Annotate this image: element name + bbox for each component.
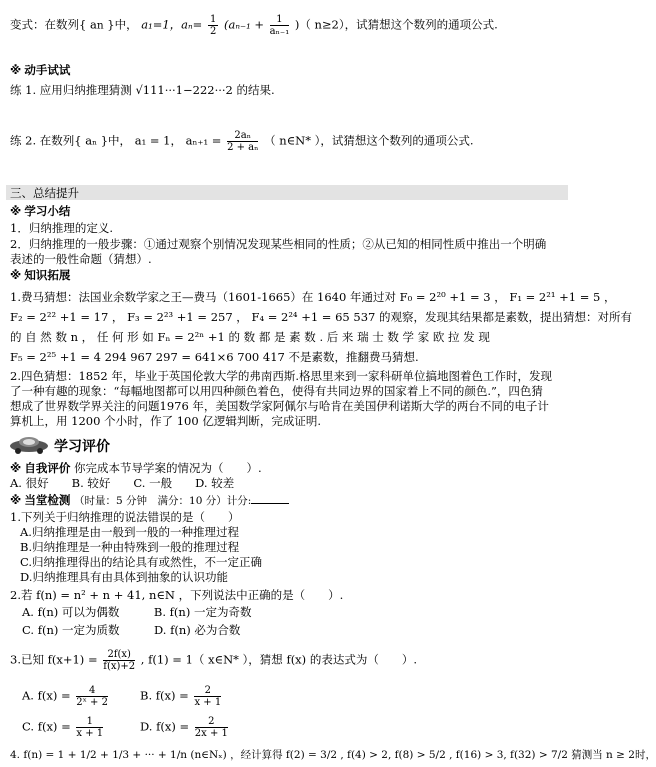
self-eval-question: 你完成本节导学案的情况为（ ）. — [74, 461, 262, 475]
intro-tail: )（ n≥2），试猜想这个数列的通项公式. — [294, 17, 498, 32]
q1-d: D.归纳推理具有由具体到抽象的认识功能 — [20, 570, 228, 584]
q2-frac: $\frac{\text{2aₙ}}{\text{2 + aₙ}}$ — [227, 130, 259, 153]
fourcolor-a: 2.四色猜想：1852 年，毕业于英国伦敦大学的弗南西斯.格思里来到一家科研单位搞地图着色工作时，发现 — [10, 369, 553, 383]
q3-option-d: D. f(x) = $\frac{2}{2x + 1}$ — [140, 716, 228, 739]
fermat-c: 的 自 然 数 n ， 任 何 形 如 Fₙ = 2²ⁿ +1 的 数 都 是 素 数 . 后 来 瑞 士 数 学 家 欧 拉 发 现 — [10, 330, 490, 344]
intro-frac2: $\frac{1}{\text{aₙ₋₁}}$ — [269, 14, 290, 37]
q3-post: , f(1) = 1（ x∈N* ），猜想 f(x) 的表达式为（ ）. — [140, 652, 417, 667]
summary-p2a: 2．归纳推理的一般步骤：①通过观察个别情况发现某些相同的性质；②从已知的相同性质中推出一个明确 — [10, 237, 547, 251]
practice-q1: 练 1. 应用归纳推理猜测 √111···1−222···2 的结果. — [10, 83, 275, 97]
fourcolor-b: 了一种有趣的现象：“每幅地图都可以用四种颜色着色，使得有共同边界的国家着上不同的颜色.”，四色猜 — [10, 384, 543, 398]
summary-p1: 1．归纳推理的定义. — [10, 221, 113, 235]
practice-q2 — [10, 130, 474, 153]
q1: 1.下列关于归纳推理的说法错误的是（ ） — [10, 510, 240, 524]
intro-frac: $\frac{1}{2}$ — [209, 14, 217, 37]
test-line — [10, 493, 289, 508]
score-blank — [251, 503, 289, 504]
q2: 2.若 f(n) = n² + n + 41, n∈N ，下列说法中正确的是（ ）. — [10, 588, 344, 602]
self-eval-line — [10, 461, 262, 476]
q2-pre: 练 2. 在数列{ aₙ }中， a₁ = 1， aₙ₊₁ = — [10, 133, 222, 148]
summary-heading: ※ 学习小结 — [10, 206, 71, 218]
self-eval-heading: ※ 自我评价 — [10, 463, 71, 475]
q2-ab: A. f(n) 可以为偶数 B. f(n) 一定为奇数 — [22, 605, 252, 619]
q3-option-b: B. f(x) = $\frac{2}{x + 1}$ — [140, 685, 222, 708]
fourcolor-d: 算机上，用 1200 个小时，作了 100 亿逻辑判断，完成证明. — [10, 414, 321, 428]
q3-option-c: C. f(x) = $\frac{1}{x + 1}$ — [22, 716, 104, 739]
section-band — [6, 185, 568, 200]
intro-mid: }中， — [103, 17, 138, 32]
fermat-d: F₅ = 2²⁵ +1 = 4 294 967 297 = 641×6 700 417 不是素数，推翻费马猜想. — [10, 350, 419, 364]
intro-label: 变式：在数列{ a — [10, 17, 97, 32]
fermat-a: 1.费马猜想：法国业余数学家之王—费马（1601-1665）在 1640 年通过对 F₀ = 2²⁰ +1 = 3 ， F₁ = 2²¹ +1 = 5 ， — [10, 290, 616, 304]
q1-b: B.归纳推理是一种由特殊到一般的推理过程 — [20, 540, 240, 554]
evaluation-title: 学习评价 — [54, 438, 110, 454]
q3 — [10, 649, 417, 672]
knowledge-heading: ※ 知识拓展 — [10, 270, 71, 282]
q4: 4. f(n) = 1 + 1/2 + 1/3 + ··· + 1/n (n∈Nₓ) ，经计算得 f(2) = 3/2 , f(4) > 2, f(8) > 5/2 , f(16) > 3, f(32) > 7/2 猜测当 n ≥ 2时， — [10, 749, 656, 761]
fermat-b: F₂ = 2²² +1 = 17 ， F₃ = 2²³ +1 = 257 ， F₄ = 2²⁴ +1 = 65 537 的观察，发现其结果都是素数，提出猜想：对所有 — [10, 310, 632, 324]
summary-p2b: 表述的一般性命题（猜想）. — [10, 252, 152, 266]
fourcolor-c: 想成了世界数学界关注的问题1976 年，美国数学家阿佩尔与哈肯在美国伊利诺斯大学的两台不同的电子计 — [10, 399, 549, 413]
section-title: 三、总结提升 — [10, 186, 79, 200]
practice-header: ※ 动手试试 — [10, 65, 71, 77]
q2-post: （ n∈N* ），试猜想这个数列的通项公式. — [264, 133, 474, 148]
self-eval-options: A. 很好 B. 较好 C. 一般 D. 较差 — [10, 476, 235, 490]
car-icon — [8, 436, 50, 454]
intro-paren: (aₙ₋₁ + — [224, 17, 264, 32]
evaluation-header — [8, 436, 168, 454]
q2-cd: C. f(n) 一定为质数 D. f(n) 必为合数 — [22, 623, 241, 637]
q1-c: C.归纳推理得出的结论具有或然性，不一定正确 — [20, 555, 263, 569]
test-meta: （时量：5 分钟 满分：10 分）计分: — [74, 495, 252, 507]
q3-option-a: A. f(x) = $\frac{4}{\text{2ˣ + 2}}$ — [22, 685, 108, 708]
q3-pre: 3.已知 f(x+1) = — [10, 652, 98, 667]
test-heading: ※ 当堂检测 — [10, 495, 71, 507]
intro-line: 变式：在数列{ an }中， a₁=1，aₙ= $\frac{1}{2}$ (aₙ₋₁ + $\frac{1}{\text{aₙ₋₁}}$ )（ n≥2），试猜想这个数列的通项公式. — [10, 14, 498, 37]
q1-a: A.归纳推理是由一般到一般的一种推理过程 — [20, 525, 239, 539]
intro-condition: a₁=1，aₙ= — [141, 17, 203, 32]
q3-frac: $\frac{2f(x)}{f(x)+2}$ — [103, 649, 136, 672]
